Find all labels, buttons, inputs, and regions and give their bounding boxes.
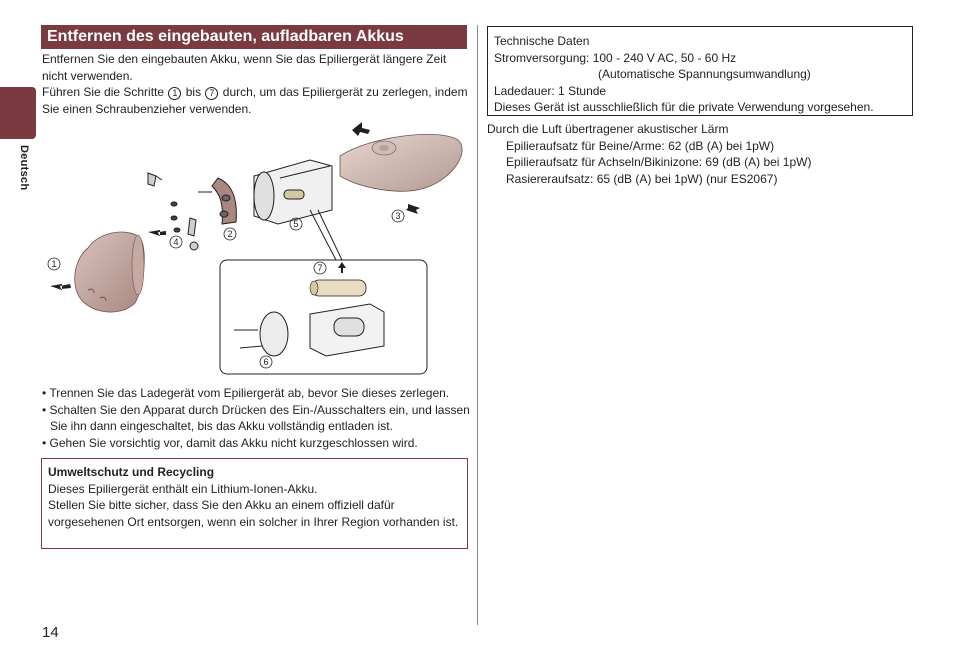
intro-pre: Führen Sie die Schritte: [42, 85, 165, 99]
disassembly-illustration: [40, 118, 470, 380]
step-to-number: 7: [205, 87, 218, 100]
back-cover-part: [340, 134, 462, 191]
battery-part: [310, 280, 366, 296]
language-tab: [0, 87, 36, 139]
step-label-2: 2: [227, 229, 233, 239]
step-label-1: 1: [51, 259, 57, 269]
step-label-7: 7: [317, 263, 323, 273]
noise-item: Epilieraufsatz für Achseln/Bikinizone: 69 (dB (A) bei 1pW): [506, 155, 812, 169]
precaution-item: • Gehen Sie vorsichtig vor, damit das Akku nicht kurzgeschlossen wird.: [42, 435, 472, 452]
environment-box: [41, 458, 468, 549]
noise-heading: Durch die Luft übertragener akustischer Lärm: [487, 122, 729, 136]
step-label-6: 6: [263, 357, 269, 367]
spec-power-note: (Automatische Spannungsumwandlung): [598, 67, 811, 81]
epilator-head-part: [75, 232, 145, 312]
noise-section: [487, 121, 917, 187]
page-number: 14: [42, 624, 59, 641]
environment-line-1: Dieses Epiliergerät enthält ein Lithium-Ionen-Akku.: [48, 481, 318, 496]
arrow-up-left-icon: [352, 122, 370, 136]
step-from-number: 1: [168, 87, 181, 100]
noise-item: Rasiereraufsatz: 65 (dB (A) bei 1pW) (nur ES2067): [506, 171, 778, 186]
intro-line-2: [42, 84, 468, 117]
spec-power: Stromversorgung: 100 - 240 V AC, 50 - 60 Hz: [494, 50, 737, 65]
arrow-left-small-icon: [148, 230, 166, 236]
intro-text: [42, 51, 468, 117]
step-label-5: 5: [293, 219, 299, 229]
language-label: Deutsch: [18, 145, 30, 191]
step-label-4: 4: [173, 237, 179, 247]
arrow-up-icon: [338, 262, 346, 273]
small-parts: [148, 173, 236, 250]
section-title: Entfernen des eingebauten, aufladbaren Akkus: [41, 25, 467, 49]
column-divider: [477, 25, 478, 625]
inner-frame-part: [234, 304, 384, 356]
intro-post: durch, um das Epiliergerät zu zerlegen, indem Sie einen Schraubenzieher verwenden.: [42, 85, 468, 116]
callout-line: [310, 210, 336, 260]
environment-title: Umweltschutz und Recycling: [48, 465, 215, 479]
callout-line: [318, 210, 342, 260]
precaution-item: • Trennen Sie das Ladegerät vom Epiliergerät ab, bevor Sie dieses zerlegen.: [42, 385, 472, 402]
spec-charge: Ladedauer: 1 Stunde: [494, 83, 607, 98]
environment-line-2: Stellen Sie bitte sicher, dass Sie den Akku an einem offiziell dafür vorgesehenen Ort entsorgen, wenn ein solcher in Ihrer Region vorhanden ist.: [48, 498, 459, 529]
arrow-down-right-icon: [406, 204, 420, 214]
noise-item: Epilieraufsatz für Beine/Arme: 62 (dB (A) bei 1pW): [506, 138, 775, 153]
spec-usage: Dieses Gerät ist ausschließlich für die private Verwendung vorgesehen.: [494, 100, 874, 114]
precautions-list: [42, 385, 472, 451]
intro-mid: bis: [185, 85, 202, 99]
arrow-left-icon: [50, 284, 71, 290]
technical-data-box: [487, 26, 913, 116]
spec-heading: Technische Daten: [494, 34, 590, 48]
step-label-3: 3: [395, 211, 401, 221]
precaution-item: • Schalten Sie den Apparat durch Drücken des Ein-/Ausschalters ein, und lassen Sie ihn dann eingeschaltet, bis das Akku vollständig entladen ist.: [42, 402, 472, 435]
intro-line-1: Entfernen Sie den eingebauten Akku, wenn Sie das Epiliergerät längere Zeit nicht verwenden.: [42, 52, 447, 83]
